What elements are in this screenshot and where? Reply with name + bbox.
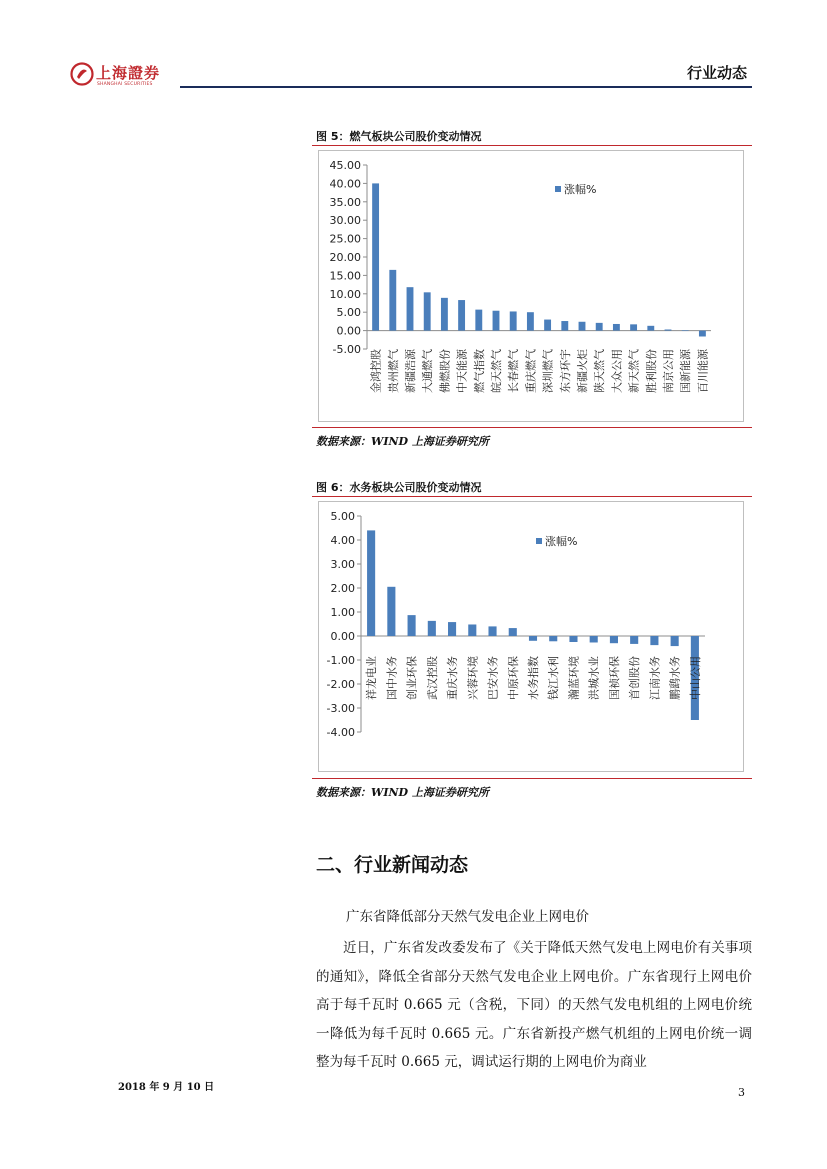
x-category-label: 江南水务: [648, 656, 662, 700]
x-category-label: 兴蓉环境: [466, 656, 480, 700]
y-tick-label: 5.00: [330, 510, 355, 523]
bar-16: [671, 636, 679, 646]
x-category-label: 大众公用: [610, 349, 624, 393]
bar-11: [544, 320, 551, 331]
y-tick-label: 10.00: [329, 287, 361, 301]
legend-swatch: [536, 538, 542, 544]
x-category-label: 国祯环保: [607, 656, 621, 700]
bar-14: [630, 636, 638, 644]
x-category-label: 创业环保: [405, 656, 419, 700]
bar-6: [458, 300, 465, 331]
bar-18: [665, 329, 672, 330]
x-category-label: 百川能源: [696, 349, 710, 393]
bar-4: [428, 621, 436, 636]
x-category-label: 重庆水务: [446, 656, 460, 700]
x-category-label: 中原环保: [506, 656, 520, 700]
x-category-label: 大通燃气: [421, 349, 435, 393]
y-tick-label: 35.00: [329, 195, 361, 209]
bar-7: [475, 310, 482, 331]
y-tick-label: -2.00: [326, 678, 355, 691]
figure-6-top-rule: [312, 496, 752, 497]
y-tick-label: 4.00: [330, 534, 355, 547]
y-tick-label: 15.00: [329, 269, 361, 283]
figure-5-top-rule: [312, 145, 752, 146]
x-category-label: 长春燃气: [507, 349, 521, 393]
x-category-label: 国新能源: [679, 349, 693, 393]
section-heading: 二、行业新闻动态: [316, 854, 469, 876]
bar-6: [468, 624, 476, 636]
bar-2: [387, 587, 395, 636]
bar-5: [448, 622, 456, 636]
bar-9: [529, 636, 537, 641]
x-category-label: 深圳燃气: [541, 349, 555, 393]
x-category-label: 首创股份: [628, 656, 642, 700]
figure-5-source: 数据来源：WIND 上海证券研究所: [316, 435, 489, 448]
x-category-label: 皖天然气: [490, 349, 503, 393]
y-tick-label: 40.00: [329, 177, 361, 191]
x-category-label: 新疆火炬: [576, 349, 589, 393]
bar-8: [509, 628, 517, 636]
figure-6-source: 数据来源：WIND 上海证券研究所: [316, 786, 489, 799]
x-category-label: 瀚蓝环境: [567, 656, 581, 700]
water-sector-chart: [319, 502, 743, 771]
bar-11: [569, 636, 577, 642]
figure-6-chart-frame: [318, 501, 744, 772]
figure-5-chart-frame: [318, 150, 744, 422]
x-category-label: 巴安水务: [486, 656, 500, 700]
x-category-label: 中山公用: [688, 656, 702, 700]
bar-7: [488, 626, 496, 636]
x-category-label: 钱江水利: [547, 656, 561, 700]
company-logo: [70, 60, 180, 94]
figure-5-title: 图 5：燃气板块公司股价变动情况: [316, 130, 482, 143]
bar-15: [650, 636, 658, 645]
x-category-label: 东方环宇: [558, 349, 572, 393]
header-divider: [180, 86, 752, 88]
x-category-label: 祥龙电业: [365, 656, 379, 700]
bar-4: [424, 292, 431, 330]
bar-17: [647, 326, 654, 331]
x-category-label: 中天能源: [455, 349, 469, 393]
x-category-label: 鹏鹞水务: [668, 656, 682, 700]
bar-12: [590, 636, 598, 642]
bar-16: [630, 324, 637, 330]
y-tick-label: -4.00: [326, 726, 355, 739]
x-category-label: 佛燃股份: [438, 349, 452, 393]
x-category-label: 胜利股份: [644, 349, 658, 393]
news-body: 近日，广东省发改委发布了《关于降低天然气发电上网电价有关事项的通知》，降低全省部分天然气发电企业上网电价。广东省现行上网电价高于每千瓦时 0.665 元（含税，下同）的天然气发电机组的上网电价统一降低为每千瓦时 0.665 元。广东省新投产燃气机组的上网电价统一调整为每千瓦时 0.665 元，调试运行期的上网电价为商业: [316, 940, 752, 1070]
footer-date: 2018 年 9 月 10 日: [118, 1082, 215, 1093]
bar-8: [493, 311, 500, 331]
x-category-label: 贵州燃气: [386, 349, 400, 393]
bar-12: [561, 321, 568, 331]
y-tick-label: 0.00: [330, 630, 355, 643]
figure-5-bottom-rule: [312, 427, 752, 428]
x-category-label: 重庆燃气: [524, 349, 538, 393]
bar-13: [579, 322, 586, 331]
bar-13: [610, 636, 618, 643]
figure-6-title: 图 6：水务板块公司股价变动情况: [316, 481, 482, 494]
legend-swatch: [555, 186, 561, 192]
x-category-label: 水务指数: [527, 656, 540, 700]
y-tick-label: 45.00: [329, 159, 361, 172]
y-tick-label: 2.00: [330, 582, 355, 595]
gas-sector-chart: [319, 151, 743, 421]
y-tick-label: 30.00: [329, 214, 361, 228]
figure-6-bottom-rule: [312, 778, 752, 779]
bar-1: [367, 530, 375, 636]
y-tick-label: 25.00: [329, 232, 361, 246]
bar-2: [389, 270, 396, 331]
bar-5: [441, 298, 448, 331]
logo-name: 上海證券: [96, 64, 161, 82]
news-title: 广东省降低部分天然气发电企业上网电价: [346, 909, 589, 925]
x-category-label: 新疆浩源: [404, 349, 417, 393]
page-number: 3: [738, 1086, 745, 1099]
y-tick-label: 20.00: [329, 251, 361, 264]
bar-19: [682, 330, 689, 331]
y-tick-label: 5.00: [336, 306, 361, 320]
y-tick-label: 0.00: [336, 324, 361, 338]
y-tick-label: -5.00: [332, 343, 361, 356]
x-category-label: 金鸿控股: [369, 349, 383, 393]
y-tick-label: -3.00: [326, 702, 355, 715]
bar-1: [372, 183, 379, 330]
bar-20: [699, 331, 706, 337]
logo-english-name: SHANGHAI SECURITIES: [97, 82, 153, 87]
y-tick-label: -1.00: [326, 654, 355, 667]
x-category-label: 新天然气: [627, 349, 641, 393]
bar-14: [596, 323, 603, 331]
x-category-label: 陕天然气: [593, 349, 607, 393]
logo-emblem-icon: [70, 62, 94, 86]
x-category-label: 武汉控股: [425, 656, 439, 700]
bar-10: [527, 312, 534, 330]
bar-10: [549, 636, 557, 641]
bar-9: [510, 311, 517, 330]
bar-3: [408, 615, 416, 636]
x-category-label: 国中水务: [385, 656, 399, 700]
y-tick-label: 3.00: [330, 558, 355, 571]
y-tick-label: 1.00: [330, 606, 355, 619]
document-type-label: 行业动态: [686, 64, 747, 82]
legend-label: 涨幅%: [545, 535, 578, 548]
x-category-label: 燃气指数: [472, 349, 486, 393]
bar-3: [407, 287, 414, 330]
legend-label: 涨幅%: [564, 183, 597, 196]
x-category-label: 南京公用: [662, 349, 675, 393]
x-category-label: 洪城水业: [587, 656, 601, 700]
bar-15: [613, 324, 620, 331]
